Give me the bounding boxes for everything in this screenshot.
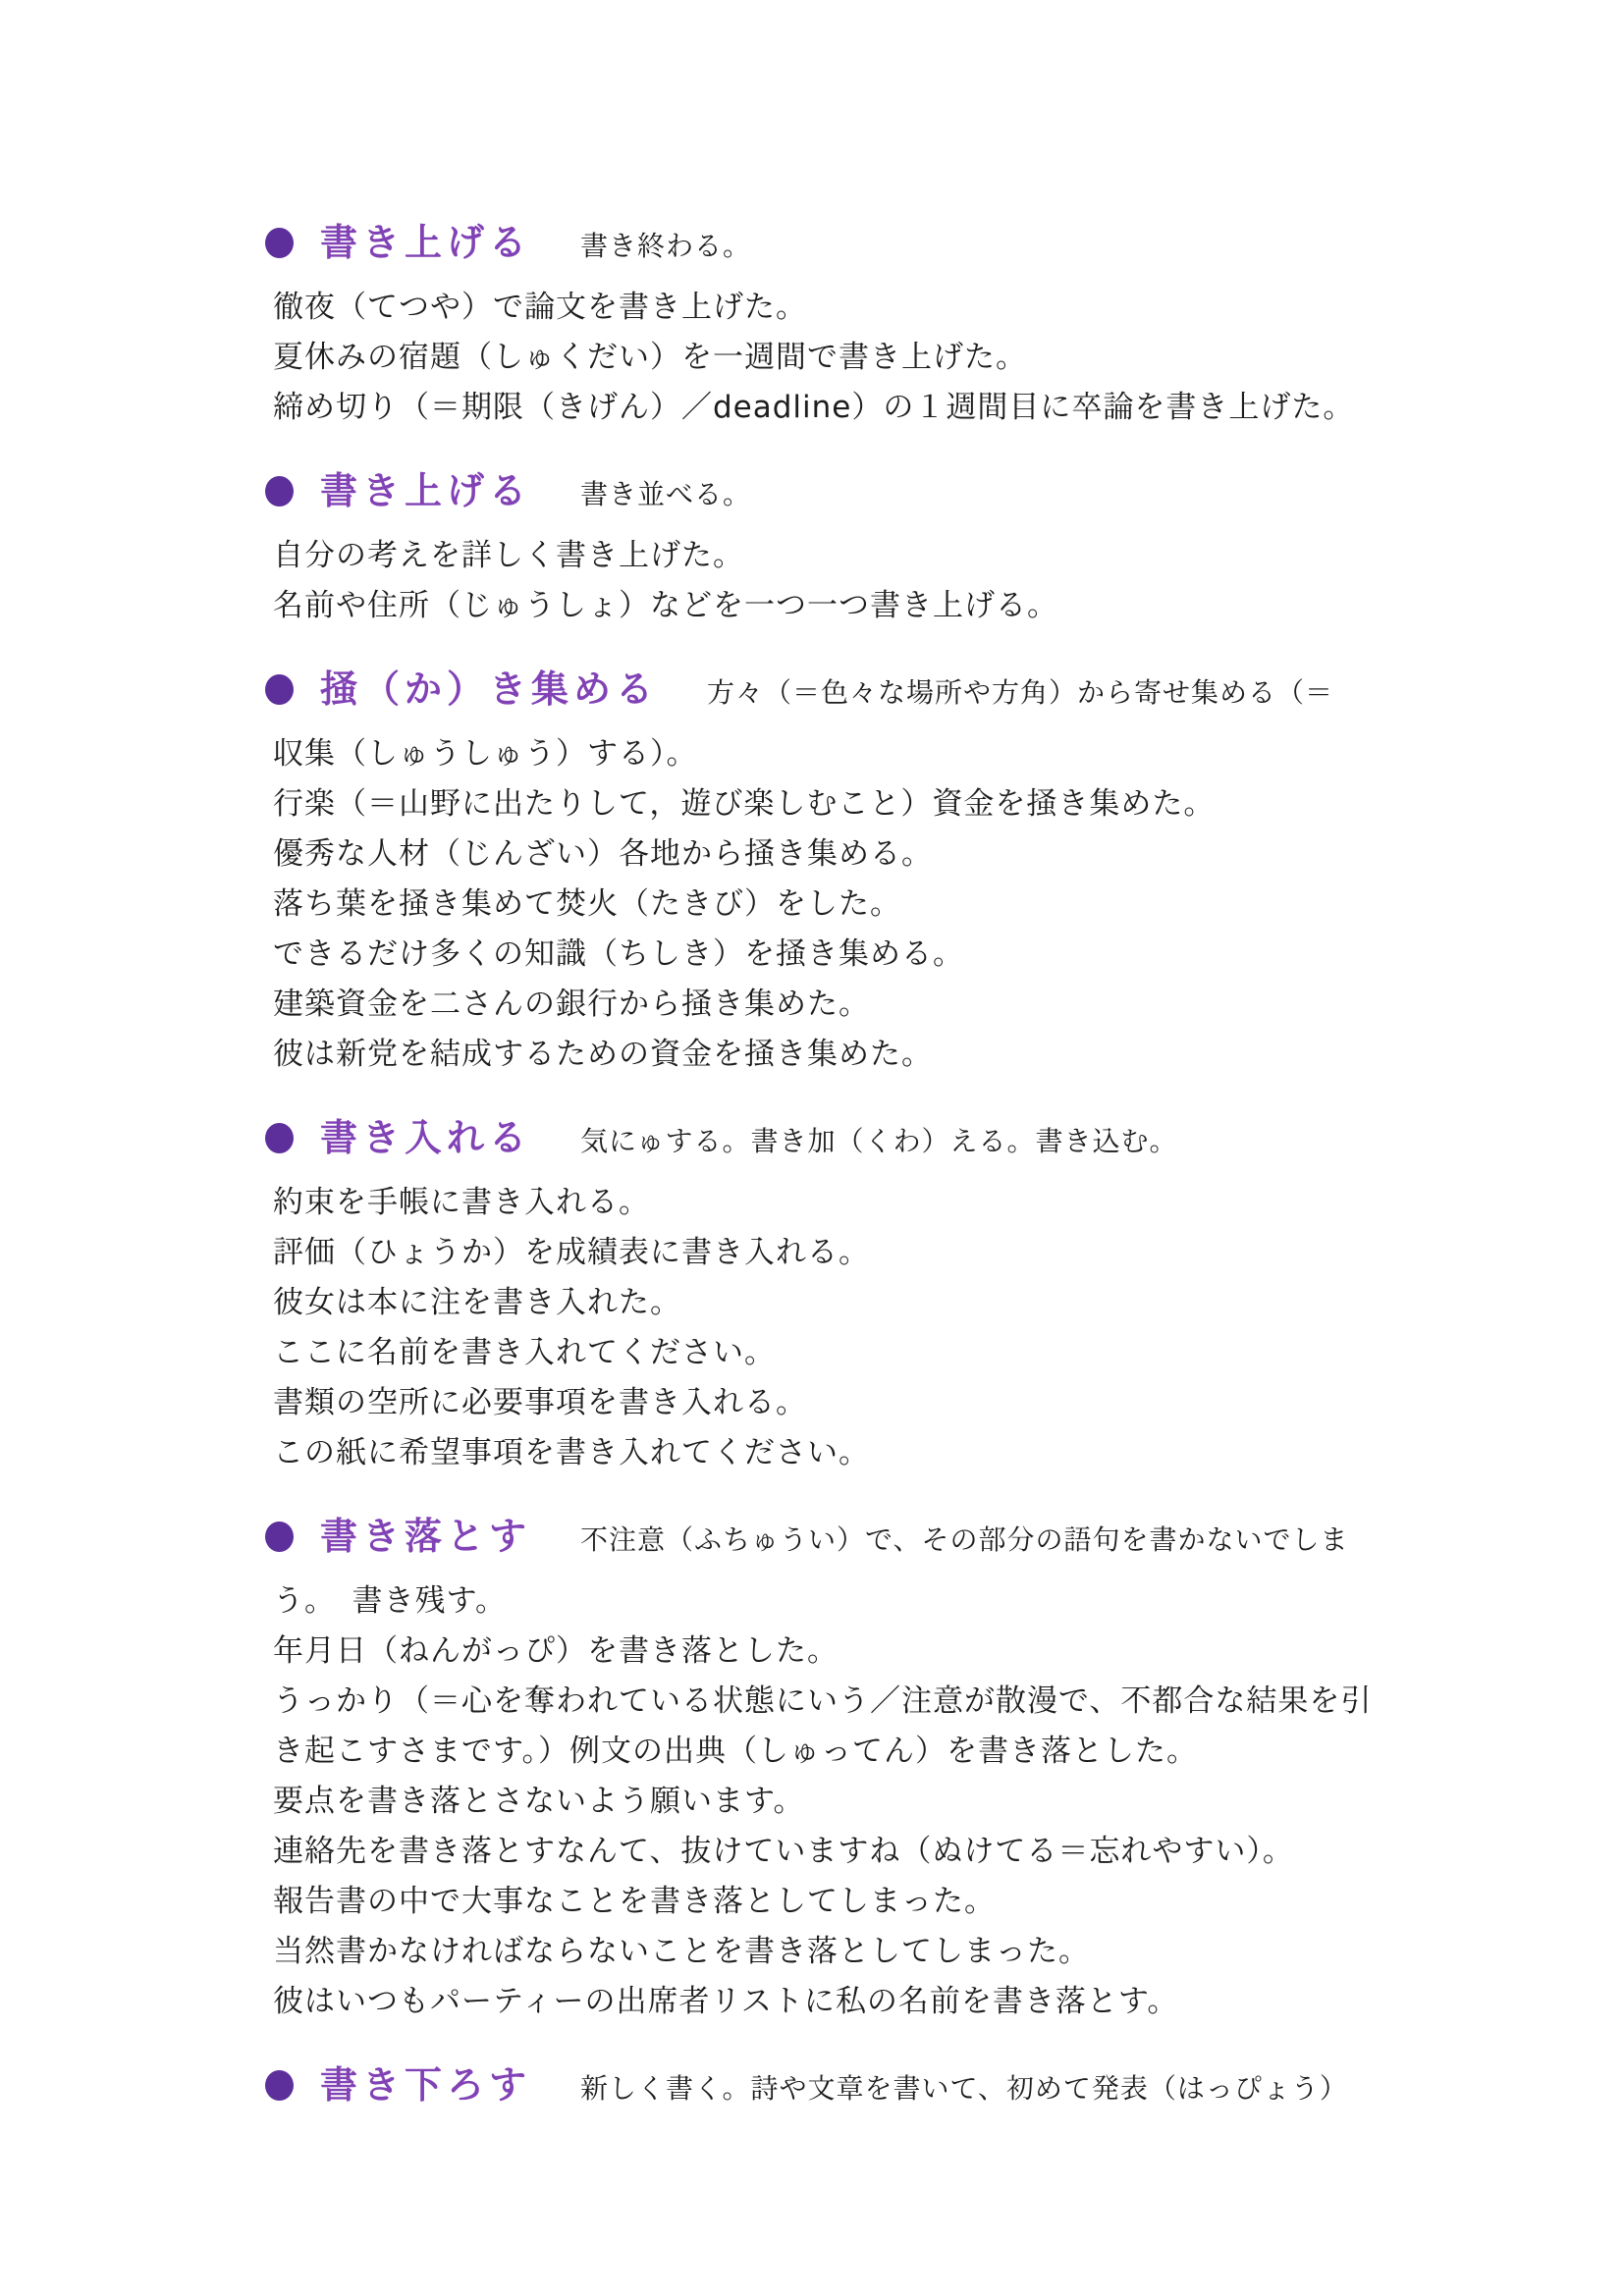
- definition: 新しく書く。詩や文章を書いて、初めて発表（はっぴょう）: [580, 2072, 1348, 2105]
- vocab-entry: [0, 1115, 1624, 1478]
- bullet-icon: [265, 1123, 294, 1153]
- vocab-entry: [0, 220, 1624, 433]
- entry-headline: [0, 468, 1624, 513]
- entry-headline: [0, 667, 1624, 712]
- example-sentence: 落ち葉を掻き集めて焚火（たきび）をした。: [273, 886, 901, 922]
- example-sentence: 彼はいつもパーティーの出席者リストに私の名前を書き落とす。: [273, 1984, 1179, 2019]
- definition: 不注意（ふちゅうい）で、その部分の語句を書かないでしま: [580, 1523, 1349, 1556]
- vocab-entry: [0, 667, 1624, 1080]
- headword: 書き入れる: [320, 1116, 532, 1159]
- definition-continuation: 収集（しゅうしゅう）する）。: [273, 736, 698, 772]
- definition: 書き並べる。: [580, 478, 752, 510]
- example-list: [273, 1178, 1624, 1478]
- headword: 書き下ろす: [320, 2063, 532, 2107]
- example-sentence: き起こすさまです。）例文の出典（しゅってん）を書き落とした。: [273, 1734, 1199, 1769]
- headword: 書き落とす: [320, 1515, 532, 1558]
- bullet-icon: [265, 228, 294, 258]
- example-sentence: 締め切り（＝期限（きげん）／deadline）の１週間目に卒論を書き上げた。: [273, 390, 1355, 425]
- example-sentence: 彼女は本に注を書き入れた。: [273, 1285, 681, 1320]
- definition: 方々（＝色々な場所や方角）から寄せ集める（＝: [707, 676, 1334, 709]
- example-sentence: ここに名前を書き入れてください。: [273, 1335, 776, 1370]
- vocab-entry: [0, 2062, 1624, 2108]
- example-sentence: 優秀な人材（じんざい）各地から掻き集める。: [273, 836, 933, 872]
- example-sentence: 夏休みの宿題（しゅくだい）を一週間で書き上げた。: [273, 340, 1027, 375]
- example-sentence: 行楽（＝山野に出たりして，遊び楽しむこと）資金を掻き集めた。: [273, 786, 1216, 822]
- vocab-entry: [0, 468, 1624, 631]
- headword: 書き上げる: [320, 469, 532, 512]
- vocab-entry: [0, 1514, 1624, 2027]
- example-list: [273, 531, 1624, 631]
- example-sentence: できるだけ多くの知識（ちしき）を掻き集める。: [273, 936, 964, 972]
- entry-headline: [0, 220, 1624, 265]
- example-sentence: 彼は新党を結成するための資金を掻き集めた。: [273, 1037, 933, 1072]
- example-sentence: 評価（ひょうか）を成績表に書き入れる。: [273, 1235, 870, 1270]
- bullet-icon: [265, 2070, 294, 2101]
- definition: 気にゅする。書き加（くわ）える。書き込む。: [580, 1125, 1178, 1157]
- example-sentence: 連絡先を書き落とすなんて、抜けていますね（ぬけてる＝忘れやすい）。: [273, 1834, 1294, 1869]
- bullet-icon: [265, 1522, 294, 1552]
- example-sentence: 約束を手帳に書き入れる。: [273, 1185, 650, 1220]
- definition-continuation: う。 書き残す。: [273, 1583, 508, 1619]
- bullet-icon: [265, 674, 294, 705]
- example-sentence: 徹夜（てつや）で論文を書き上げた。: [273, 290, 807, 325]
- definition: 書き終わる。: [580, 230, 752, 262]
- headword: 書き上げる: [320, 221, 532, 264]
- example-sentence: 建築資金を二さんの銀行から掻き集めた。: [273, 987, 870, 1022]
- example-list: [273, 729, 1624, 1080]
- entry-headline: [0, 2062, 1624, 2108]
- example-sentence: 書類の空所に必要事項を書き入れる。: [273, 1385, 807, 1420]
- bullet-icon: [265, 476, 294, 507]
- example-sentence: 報告書の中で大事なことを書き落としてしまった。: [273, 1884, 996, 1919]
- example-lines: [273, 779, 1624, 1080]
- example-sentence: この紙に希望事項を書き入れてください。: [273, 1435, 870, 1470]
- headword: 掻（か）き集める: [320, 667, 659, 711]
- entry-headline: [0, 1514, 1624, 1559]
- example-sentence: 名前や住所（じゅうしょ）などを一つ一つ書き上げる。: [273, 588, 1058, 623]
- example-lines: [273, 1627, 1624, 2027]
- example-sentence: 年月日（ねんがっぴ）を書き落とした。: [273, 1633, 839, 1669]
- example-sentence: 自分の考えを詳しく書き上げた。: [273, 538, 744, 573]
- example-list: [273, 1576, 1624, 2027]
- entry-headline: [0, 1115, 1624, 1160]
- example-sentence: うっかり（＝心を奪われている状態にいう／注意が散漫で、不都合な結果を引: [273, 1683, 1373, 1719]
- example-list: [273, 283, 1624, 433]
- example-sentence: 当然書かなければならないことを書き落としてしまった。: [273, 1934, 1090, 1969]
- example-sentence: 要点を書き落とさないよう願います。: [273, 1784, 805, 1819]
